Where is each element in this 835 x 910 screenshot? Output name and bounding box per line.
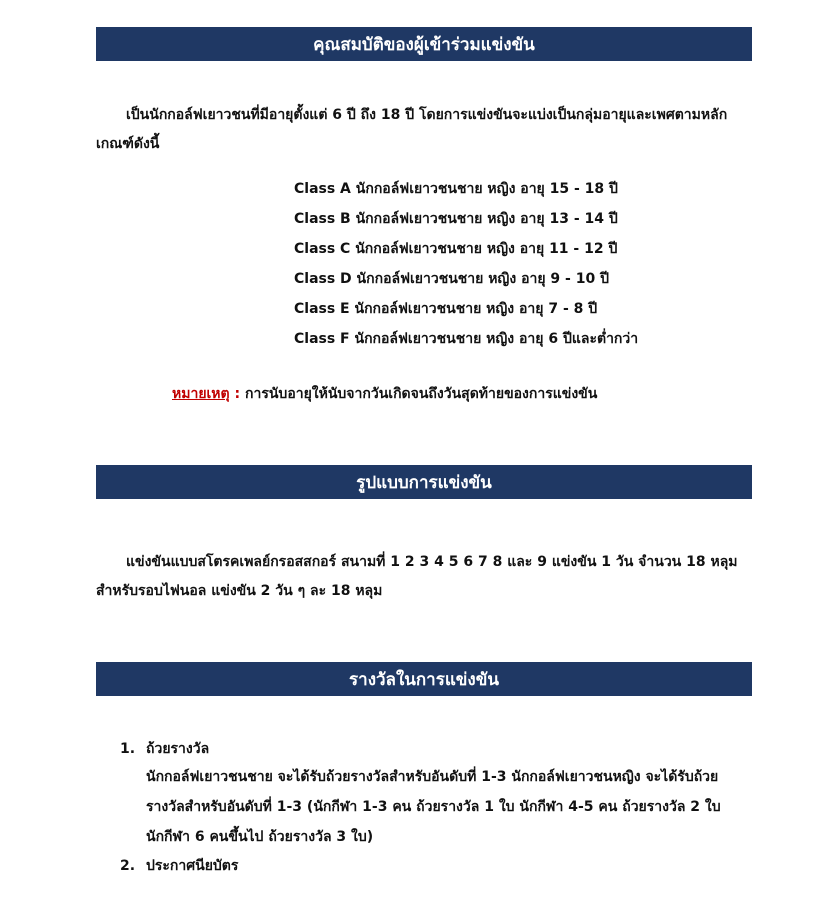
- prize-description: นักกอล์ฟเยาวชนชาย จะได้รับถ้วยรางวัลสำหรับอันดับที่ 1-3 นักกอล์ฟเยาวชนหญิง จะได้รับถ้วยรางวัลสำหรับอันดับที่ 1-3 (นักกีฬา 1-3 คน ถ้วยรางวัล 1 ใบ นักกีฬา 4-5 คน ถ้วยรางวัล 2 ใบ นักกีฬา 6 คนขึ้นไป ถ้วยรางวัล 3 ใบ): [146, 769, 721, 845]
- format-description: แข่งขันแบบสโตรคเพลย์กรอสสกอร์ สนามที่ 1 2 3 4 5 6 7 8 และ 9 แข่งขัน 1 วัน จำนวน 18 หลุม สำหรับรอบไฟนอล แข่งขัน 2 วัน ๆ ละ 18 หลุม: [96, 554, 738, 599]
- class-list: [294, 174, 638, 354]
- qualification-intro: เป็นนักกอล์ฟเยาวชนที่มีอายุตั้งแต่ 6 ปี ถึง 18 ปี โดยการแข่งขันจะแบ่งเป็นกลุ่มอายุและเพศตามหลักเกณฑ์ดังนี้: [96, 107, 728, 152]
- class-item: Class D นักกอล์ฟเยาวชนชาย หญิง อายุ 9 - 10 ปี: [294, 271, 609, 287]
- note-separator: :: [229, 386, 245, 402]
- class-item: Class F นักกอล์ฟเยาวชนชาย หญิง อายุ 6 ปีและต่ำกว่า: [294, 331, 639, 347]
- prize-title: ถ้วยรางวัล: [146, 741, 210, 757]
- prize-list: [120, 737, 752, 879]
- prize-title: ประกาศนียบัตร: [146, 858, 239, 874]
- class-item: Class B นักกอล์ฟเยาวชนชาย หญิง อายุ 13 - 14 ปี: [294, 211, 618, 227]
- class-item: Class C นักกอล์ฟเยาวชนชาย หญิง อายุ 11 - 12 ปี: [294, 241, 618, 257]
- section-heading-text: คุณสมบัติของผู้เข้าร่วมแข่งขัน: [313, 34, 535, 55]
- section-heading-text: รูปแบบการแข่งขัน: [356, 472, 492, 493]
- section-heading-prizes: [96, 662, 752, 696]
- list-number: 1.: [120, 741, 136, 757]
- list-number: 2.: [120, 858, 136, 874]
- section-heading-format: [96, 465, 752, 499]
- class-item: Class E นักกอล์ฟเยาวชนชาย หญิง อายุ 7 - 8 ปี: [294, 301, 598, 317]
- note-text: การนับอายุให้นับจากวันเกิดจนถึงวันสุดท้ายของการแข่งขัน: [245, 386, 598, 402]
- list-item: [120, 854, 752, 879]
- section-heading-qualifications: [96, 27, 752, 61]
- section-heading-text: รางวัลในการแข่งขัน: [349, 669, 499, 690]
- age-note: [172, 383, 597, 405]
- class-item: Class A นักกอล์ฟเยาวชนชาย หญิง อายุ 15 - 18 ปี: [294, 181, 618, 197]
- list-item: [120, 737, 752, 852]
- note-label: หมายเหตุ: [172, 386, 230, 402]
